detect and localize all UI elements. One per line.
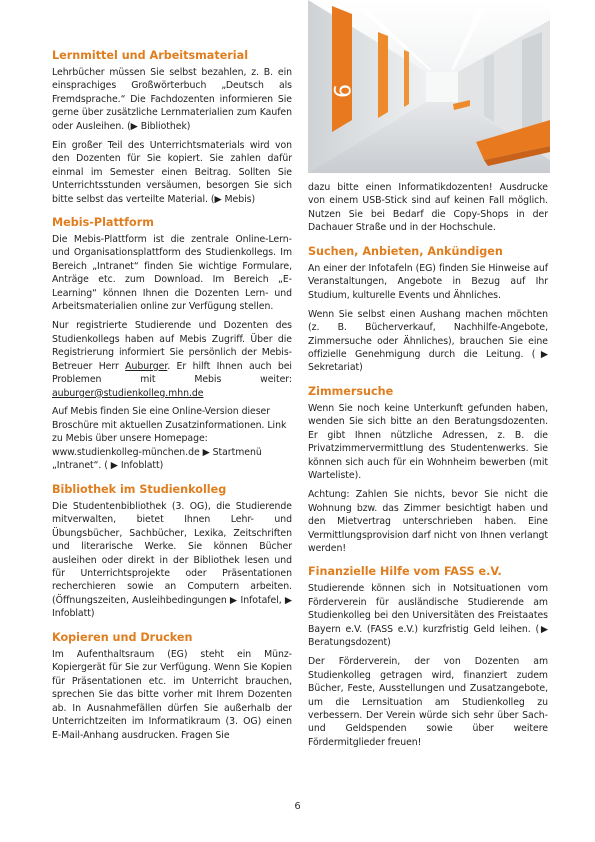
- paragraph: An einer der Infotafeln (EG) finden Sie Hinweise auf Veranstaltungen, Angebote in Bezug auf Ihr Studium, kulturelle Events und Ähnliches.: [308, 262, 548, 301]
- paragraph: Wenn Sie selbst einen Aushang machen möchten (z. B. Bücherverkauf, Nachhilfe-Angebote, Zimmersuche oder Ähnliches), brauchen Sie eine offizielle Genehmigung durch die Leitung. (▶ Sekretariat): [308, 308, 548, 374]
- section-suchen: [308, 244, 548, 375]
- auburger-link[interactable]: Auburger: [125, 360, 168, 372]
- left-column: [52, 48, 292, 747]
- paragraph: Lehrbücher müssen Sie selbst bezahlen, z. B. ein einsprachiges Großwörterbuch „Deutsch als Fremdsprache.“ Die Fachdozenten informieren Sie gerne über zusätzliche Lernmaterialien zum Kaufen oder Ausleihen. (▶ Bibliothek): [52, 67, 292, 132]
- section-lernmittel: [52, 48, 292, 206]
- registration-paragraph: [52, 319, 292, 400]
- section-heading: Mebis-Plattform: [52, 216, 154, 230]
- section-zimmersuche: [308, 384, 548, 555]
- paragraph: dazu bitte einen Informatikdozenten! Ausdrucke von einem USB-Stick sind auf keinen Fall möglich. Nutzen Sie bei Bedarf die Copy-Shops in der Dachauer Straße und in der Hochschule.: [308, 182, 548, 234]
- email-link[interactable]: auburger@studienkolleg.mhn.de: [52, 387, 204, 399]
- section-heading: Zimmersuche: [308, 384, 394, 398]
- page-number: 6: [294, 801, 301, 812]
- section-kopieren: [52, 630, 292, 742]
- section-mebis: [52, 215, 292, 473]
- right-column: [308, 181, 548, 755]
- section-heading: Suchen, Anbieten, Ankündigen: [308, 244, 503, 258]
- section-fass: [308, 564, 548, 749]
- paragraph: Die Studentenbibliothek (3. OG), die Studierende mitverwalten, bietet Ihnen Lehr- und Übungsbücher, Sachbücher, Lexika, Zeitschriften und literarische Werke. Sie können Bücher ausleihen oder direkt in der Bibliothek lesen und für Unterrichtsprojekte oder Präsentationen recherchieren sowie an Computern arbeiten. (Öffnungszeiten, Ausleihbedingungen ▶ Infotafel, ▶ Infoblatt): [52, 500, 292, 620]
- section-bibliothek: [52, 482, 292, 621]
- paragraph: Wenn Sie noch keine Unterkunft gefunden haben, wenden Sie sich bitte an den Beratungsdozenten. Er gibt Ihnen nützliche Adressen, z. B. die Privatzimmervermittlung des Studentenwerks. Sie können sich auch für ein Wohnheim bewerben (mit Warteliste).: [308, 402, 548, 482]
- sign-number-text: 9: [328, 84, 353, 98]
- section-heading: Bibliothek im Studienkolleg: [52, 482, 227, 496]
- text: . Er hilft Ihnen auch bei Problemen mit Mebis weiter:: [52, 360, 292, 386]
- paragraph: Achtung: Zahlen Sie nichts, bevor Sie nicht die Wohnung bzw. das Zimmer besichtigt haben und den Mietvertrag unterschrieben haben. Eine Vermittlungsprovision darf nicht von Ihnen verlangt werden!: [308, 489, 548, 554]
- paragraph: Im Aufenthaltsraum (EG) steht ein Münz-Kopiergerät für Sie zur Verfügung. Wenn Sie Kopien für Präsentationen etc. im Unterricht brauchen, sprechen Sie das bitte vorher mit Ihrem Dozenten ab. In Ausnahmefällen dürfen Sie außerhalb der Unterrichtzeiten im Informatikraum (3. OG) einen E-Mail-Anhang ausdrucken. Fragen Sie: [52, 648, 292, 741]
- paragraph: Der Förderverein, der von Dozenten am Studienkolleg getragen wird, finanziert zudem Bücher, Feste, Ausstellungen und Zusatzangebote, um die Lernsituation am Studienkolleg zu verbessern. Der Verein würde sich sehr über Sach- und Geldspenden sowie über weitere Fördermitglieder freuen!: [308, 656, 548, 748]
- paragraph: Die Mebis-Plattform ist die zentrale Online-Lern- und Organisationsplattform des Studienkollegs. Im Bereich „Intranet“ finden Sie wichtige Formulare, Anträge etc. zum Download. Im Bereich „E-Learning“ können Ihnen die Dozenten Lern- und Arbeitsmaterialien online zur Verfügung stellen.: [52, 234, 292, 313]
- corridor-photo: [308, 0, 550, 173]
- paragraph: Ein großer Teil des Unterrichtsmaterials wird von den Dozenten für Sie kopiert. Sie zahlen dafür einmal im Semester einen Beitrag. Sollten Sie Unterrichtsstunden versäumen, besorgen Sie sich bitte selbst das verteilte Material. (▶ Mebis): [52, 139, 292, 205]
- section-heading: Finanzielle Hilfe vom FASS e.V.: [308, 565, 502, 579]
- text: Nur registrierte Studierende und Dozenten des Studienkollegs haben auf Mebis Zugriff. Über die Registrierung informiert Sie persönlich der Mebis-Betreuer Herr: [52, 320, 292, 372]
- paragraph: Studierende können sich in Notsituationen vom Förderverein für ausländische Studierende am Studienkolleg bei den Universitäten des Freistaates Bayern e.V. (FASS e.V.) kurzfristig Geld leihen. (▶ Beratungsdozent): [308, 583, 548, 649]
- section-heading: Lernmittel und Arbeitsmaterial: [52, 49, 249, 62]
- section-heading: Kopieren und Drucken: [52, 630, 193, 644]
- section-kopieren-continued: [308, 181, 548, 235]
- paragraph: Auf Mebis finden Sie eine Online-Version dieser Broschüre mit aktuellen Zusatzinformationen. Link zu Mebis über unsere Homepage: www.studienkolleg-münchen.de ▶ Startmenü „Intranet“. ( ▶ Infoblatt): [52, 406, 287, 472]
